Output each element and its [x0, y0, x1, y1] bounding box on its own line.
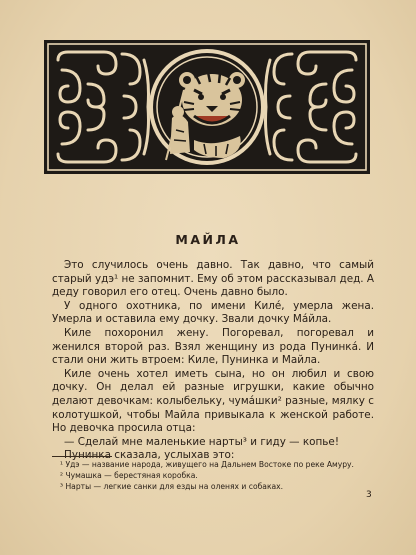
- tiger-head-ornament: [44, 40, 370, 174]
- page-number: 3: [366, 490, 372, 500]
- paragraph: У одного охотника, по имени Килé, умерла жена. Умерла и оставила ему дочку. Звали дочку Мáйла.: [52, 299, 374, 326]
- paragraph: Киле похоронил жену. Погоревал, погоревал и женился второй раз. Взял женщину из рода Пунинкá. И стали они жить втроем: Киле, Пунинка и Майла.: [52, 326, 374, 367]
- story-title: МАЙЛА: [175, 232, 241, 247]
- paragraph: Пунинка сказала, услыхав это:: [64, 449, 235, 462]
- footnotes: [60, 459, 380, 492]
- footnote: ³ Нарты — легкие санки для езды на оленях и собаках.: [60, 482, 284, 491]
- paragraph: Киле очень хотел иметь сына, но он любил и свою дочку. Он делал ей разные игрушки, какие обычно делают девочкам: колыбельку, чумáшки² разные, мялку с колотушкой, чтобы Майла привыкала к женской работе. Но девочка просила отца:: [52, 367, 374, 435]
- footnote-divider: [52, 456, 112, 457]
- paragraph: Это случилось очень давно. Так давно, что самый старый удэ¹ не запомнит. Ему об этом рассказывал дед. А деду говорил его отец. Очень давно было.: [52, 259, 374, 299]
- story-text: [52, 259, 374, 463]
- footnote: ¹ Удэ — название народа, живущего на Дальнем Востоке по реке Амуру.: [60, 460, 354, 469]
- footnote: ² Чумашка — берестяная коробка.: [60, 471, 198, 480]
- dialog-line: — Сделай мне маленькие нарты³ и гиду — копье!: [64, 435, 339, 448]
